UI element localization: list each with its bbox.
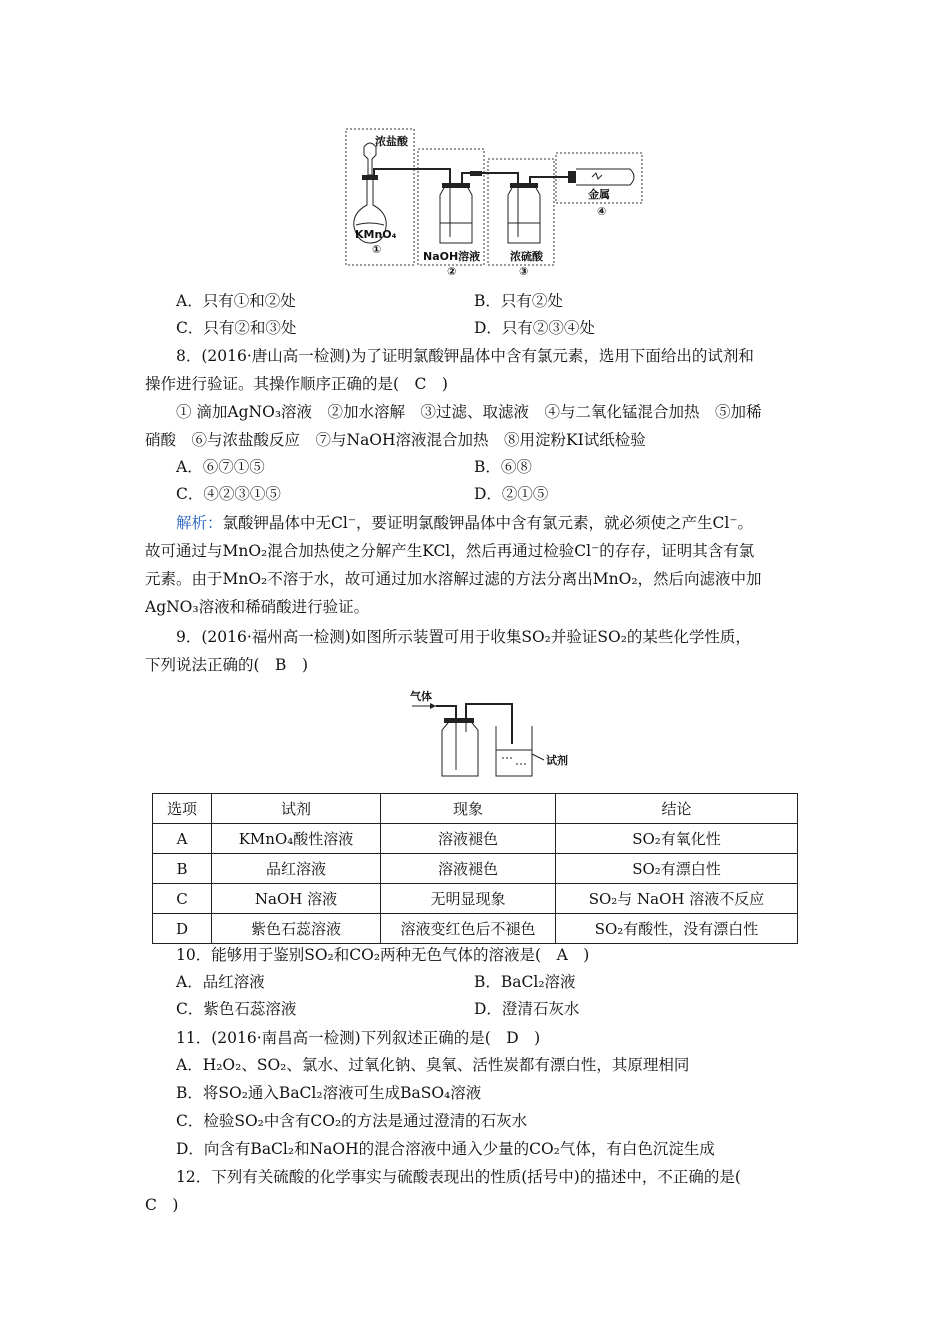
q9-table (152, 793, 798, 944)
analysis-text-1: 氯酸钾晶体中无Cl⁻，要证明氯酸钾晶体中含有氯元素，就必须使之产生Cl⁻。 (222, 514, 754, 532)
q7-option-d: D．只有②③④处 (474, 319, 595, 337)
label-n1: ① (372, 243, 382, 256)
q10-option-c: C．紫色石蕊溶液 (176, 1000, 297, 1018)
q8-line-2: 操作进行验证。其操作顺序正确的是( C ) (145, 375, 448, 393)
q12-line-1: 12．下列有关硫酸的化学事实与硫酸表现出的性质(括号中)的描述中，不正确的是( (176, 1168, 741, 1186)
label-reagent: 试剂 (546, 754, 568, 767)
q11-option-d: D．向含有BaCl₂和NaOH的混合溶液中通入少量的CO₂气体，有白色沉淀生成 (176, 1140, 715, 1158)
q10-line-1: 10．能够用于鉴别SO₂和CO₂两种无色气体的溶液是( A ) (176, 946, 590, 964)
q9-line-2: 下列说法正确的( B ) (145, 656, 308, 674)
table-cell: SO₂有漂白性 (556, 854, 798, 884)
q12-line-2: C ) (145, 1196, 179, 1214)
q10-option-b: B．BaCl₂溶液 (474, 973, 576, 991)
q7-option-b: B．只有②处 (474, 292, 563, 310)
table-header-row (153, 794, 798, 824)
table-cell: C (153, 884, 212, 914)
table-row (153, 884, 798, 914)
table-cell: B (153, 854, 212, 884)
table-cell: KMnO₄酸性溶液 (212, 824, 381, 854)
q8-line-3: ① 滴加AgNO₃溶液 ②加水溶解 ③过滤、取滤液 ④与二氧化锰混合加热 ⑤加稀 (176, 403, 762, 421)
label-h2so4: 浓硫酸 (510, 250, 543, 263)
q8-line-1: 8．(2016·唐山高一检测)为了证明氯酸钾晶体中含有氯元素，选用下面给出的试剂和 (176, 347, 754, 365)
label-naoh: NaOH溶液 (423, 250, 481, 263)
q8-analysis-2: 故可通过与MnO₂混合加热使之分解产生KCl，然后再通过检验Cl⁻的存存，证明其含有氯 (145, 542, 755, 560)
table-cell: 溶液褪色 (381, 824, 556, 854)
header-conclusion: 结论 (556, 794, 798, 824)
q11-option-b: B．将SO₂通入BaCl₂溶液可生成BaSO₄溶液 (176, 1084, 482, 1102)
label-n4: ④ (597, 205, 607, 218)
analysis-label: 解析： (176, 514, 223, 532)
table-cell: 紫色石蕊溶液 (212, 914, 381, 944)
label-metal: 金属 (588, 188, 610, 201)
q8-analysis-4: AgNO₃溶液和稀硝酸进行验证。 (145, 598, 370, 616)
q8-option-a: A．⑥⑦①⑤ (176, 458, 265, 476)
q8-option-c: C．④②③①⑤ (176, 485, 281, 503)
header-reagent: 试剂 (212, 794, 381, 824)
q8-option-b: B．⑥⑧ (474, 458, 532, 476)
table-cell: 溶液褪色 (381, 854, 556, 884)
q8-option-d: D．②①⑤ (474, 485, 549, 503)
table-cell: D (153, 914, 212, 944)
q11-line-1: 11．(2016·南昌高一检测)下列叙述正确的是( D ) (176, 1029, 541, 1047)
table-cell: NaOH 溶液 (212, 884, 381, 914)
table-cell: SO₂与 NaOH 溶液不反应 (556, 884, 798, 914)
q8-analysis-3: 元素。由于MnO₂不溶于水，故可通过加水溶解过滤的方法分离出MnO₂，然后向滤液中加 (145, 570, 762, 588)
table-row (153, 824, 798, 854)
q11-option-c: C．检验SO₂中含有CO₂的方法是通过澄清的石灰水 (176, 1112, 528, 1130)
q8-line-4: 硝酸 ⑥与浓盐酸反应 ⑦与NaOH溶液混合加热 ⑧用淀粉KI试纸检验 (145, 431, 646, 449)
table-cell: SO₂有酸性，没有漂白性 (556, 914, 798, 944)
header-phenomenon: 现象 (381, 794, 556, 824)
apparatus-figure-2 (408, 684, 578, 784)
table-cell: SO₂有氧化性 (556, 824, 798, 854)
label-gas: 气体 (410, 690, 432, 703)
label-n3: ③ (519, 265, 529, 278)
header-option: 选项 (153, 794, 212, 824)
q11-option-a: A．H₂O₂、SO₂、氯水、过氧化钠、臭氧、活性炭都有漂白性，其原理相同 (176, 1056, 690, 1074)
q7-option-c: C．只有②和③处 (176, 319, 297, 337)
table-cell: 无明显现象 (381, 884, 556, 914)
label-n2: ② (447, 265, 457, 278)
q10-option-a: A．品红溶液 (176, 973, 265, 991)
table-cell: 溶液变红色后不褪色 (381, 914, 556, 944)
table-row (153, 854, 798, 884)
table-cell: A (153, 824, 212, 854)
label-kmno4: KMnO₄ (355, 228, 397, 241)
q7-option-a: A．只有①和②处 (176, 292, 296, 310)
q9-line-1: 9．(2016·福州高一检测)如图所示装置可用于收集SO₂并验证SO₂的某些化学性质， (176, 628, 751, 646)
q8-analysis-1 (176, 513, 753, 533)
table-cell: 品红溶液 (212, 854, 381, 884)
label-hcl: 浓盐酸 (375, 135, 408, 148)
table-row (153, 914, 798, 944)
q10-option-d: D．澄清石灰水 (474, 1000, 580, 1018)
